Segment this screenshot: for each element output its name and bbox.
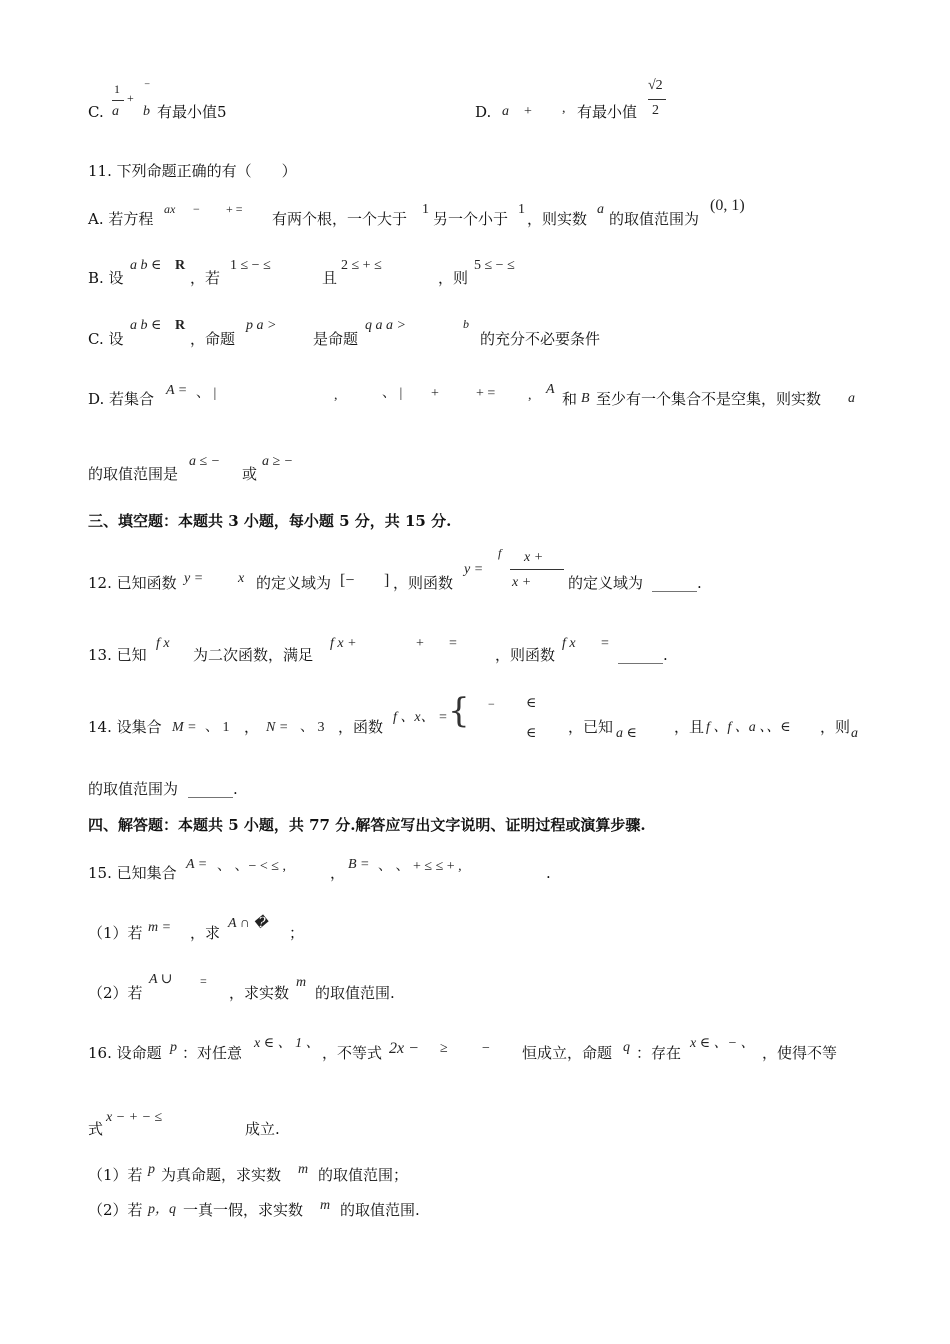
q10-d-plus: +: [524, 104, 532, 119]
q16-var-q: q: [623, 1040, 630, 1055]
q11-a-var-a: a: [597, 202, 604, 217]
q14-math6: a ∈: [616, 726, 637, 741]
q10-d-fraction-bar: [648, 99, 666, 100]
q16-math7: x ∈ 、− 、: [690, 1036, 755, 1051]
q10-d-comma: ,: [562, 101, 566, 116]
q12-text1: 12. 已知函数: [88, 574, 177, 592]
q12-math6: f: [498, 546, 502, 560]
q10-d-denominator: 2: [652, 103, 659, 118]
q11-d-var-B: B: [581, 391, 590, 406]
q11-c-text2: 是命题: [313, 330, 359, 348]
q12-math2: x: [238, 571, 245, 586]
q15-math1: A =: [186, 857, 208, 872]
q16-math4: ≥: [440, 1041, 448, 1056]
q11-a-math2: −: [193, 202, 200, 216]
q11-d-label: D. 若集合: [88, 390, 155, 408]
q10-c-label: C.: [88, 103, 104, 121]
q11-a-range: (0, 1): [710, 197, 745, 214]
q11-d-math9: a ≥ −: [262, 454, 294, 469]
q16-text1: 16. 设命题: [88, 1044, 162, 1062]
q16-part1-text2: 的取值范围；: [318, 1166, 409, 1184]
q11-d-text3: 或: [242, 465, 258, 483]
q11-b-R: R: [175, 258, 186, 273]
q12-math4: ]: [384, 572, 390, 589]
q16-part2-vars: p，q: [148, 1202, 176, 1217]
q11-a-text4: 的取值范围为: [609, 210, 700, 228]
q15-part1-text1: ，求: [190, 924, 221, 942]
q16-var-p: p: [170, 1040, 177, 1055]
q15-text2: ，: [330, 864, 346, 882]
q16-text2: ：对任意: [182, 1044, 243, 1062]
q11-a-one1: 1: [422, 202, 429, 217]
q11-a-label: A. 若方程: [88, 210, 154, 228]
q10-c-denominator: a: [112, 104, 119, 119]
q11-d-text1: 和: [562, 390, 578, 408]
q15-math3: B =: [348, 857, 370, 872]
q13-text1: 13. 已知: [88, 646, 147, 664]
q10-c-fraction-bar: [112, 100, 124, 101]
q16-part2-text1: 一真一假，求实数: [183, 1201, 304, 1219]
q14-text6: ，则: [820, 718, 851, 736]
q11-d-math8: a ≤ −: [189, 454, 221, 469]
q14-text4: ，已知: [568, 718, 614, 736]
q11-c-R: R: [175, 318, 186, 333]
q11-b-label: B. 设: [88, 269, 124, 287]
q15-part1-text2: ；: [289, 924, 305, 942]
q15-part1-math1: m =: [148, 920, 172, 935]
q14-text1: 14. 设集合: [88, 718, 162, 736]
q13-math2: f x +: [330, 636, 357, 651]
q14-math5: f 、x、 =: [393, 710, 448, 725]
q11-b-text1: ，若: [190, 269, 221, 287]
q11-c-text3: 的充分不必要条件: [480, 330, 601, 348]
q15-part2-text1: ，求实数: [229, 984, 290, 1002]
q11-c-math4: b: [463, 317, 469, 331]
q11-b-math2: 1 ≤ − ≤: [230, 258, 271, 273]
q14-line2: 的取值范围为: [88, 780, 179, 798]
q11-d-var-a: a: [848, 391, 855, 406]
q10-c-b: b: [143, 104, 150, 119]
q16-part1-var-m: m: [298, 1162, 309, 1177]
q12-numerator: x +: [524, 550, 544, 565]
q11-c-math1: a b ∈: [130, 318, 162, 333]
q16-text5: ：存在: [636, 1044, 682, 1062]
q12-denominator: x +: [512, 575, 532, 590]
q10-c-dash: ⁻: [144, 79, 151, 93]
q11-c-math3: q a a >: [365, 318, 406, 333]
q15-math2: 、 、− < ≤ ,: [217, 859, 286, 874]
q10-c-numerator: 1: [114, 82, 120, 96]
q13-math5: f x: [562, 636, 576, 651]
q11-d-math7: ,: [528, 388, 532, 403]
q10-c-plus: +: [127, 91, 134, 105]
q12-blank: ______.: [652, 574, 702, 592]
q12-text2: 的定义域为: [256, 574, 332, 592]
q11-a-math3: + =: [226, 202, 243, 216]
q12-math5: y =: [464, 562, 484, 577]
q15-part1-math2: A ∩ �: [228, 916, 268, 931]
q11-d-math1: A =: [166, 383, 188, 398]
q15-part2-math1: A ∪: [149, 972, 173, 987]
q11-c-math2: p a >: [246, 318, 277, 333]
q11-b-text3: ，则: [438, 269, 469, 287]
q16-math8: x − + − ≤: [106, 1110, 163, 1125]
q11-d-line2: 的取值范围是: [88, 465, 179, 483]
q10-d-sqrt2: √2: [648, 78, 663, 93]
q11-b-text2: 且: [322, 269, 338, 287]
q16-part2-label: （2）若: [88, 1201, 143, 1219]
q16-line2: 式: [88, 1120, 104, 1138]
q14-case2-in: ∈: [526, 726, 537, 741]
q11-b-math4: 5 ≤ − ≤: [474, 258, 515, 273]
q11-a-text2: 另一个小于: [433, 210, 509, 228]
q15-part2-label: （2）若: [88, 984, 143, 1002]
q11-d-math3: ,: [334, 388, 338, 403]
q11-c-label: C. 设: [88, 330, 124, 348]
q15-math4: 、 、 + ≤ ≤ + ,: [378, 859, 462, 874]
q10-d-label: D.: [475, 103, 492, 121]
q11-b-math3: 2 ≤ + ≤: [341, 258, 382, 273]
q12-math1: y =: [184, 571, 204, 586]
q14-text3: ，函数: [338, 718, 384, 736]
q15-text1: 15. 已知集合: [88, 864, 177, 882]
q13-math6: =: [601, 636, 609, 651]
q14-text2: ，: [244, 718, 260, 736]
q11-a-math1: ax: [164, 202, 176, 216]
q14-math7: f 、f 、a 、、∈: [706, 720, 791, 735]
q15-text3: .: [546, 864, 551, 882]
q16-text4: 恒成立，命题: [522, 1044, 613, 1062]
q16-part2-text2: 的取值范围.: [340, 1201, 420, 1219]
q11-d-text2: 至少有一个集合不是空集，则实数: [596, 390, 822, 408]
q11-a-text1: 有两个根，一个大于: [272, 210, 408, 228]
q11-d-math4: 、 |: [382, 386, 403, 401]
q11-d-math5: +: [431, 386, 439, 401]
q16-math3: 2x −: [389, 1040, 419, 1057]
q14-case1-minus: −: [488, 697, 495, 711]
q12-math3: [−: [340, 572, 355, 589]
q12-fraction-bar: [510, 569, 564, 570]
q15-part2-var-m: m: [296, 975, 307, 990]
q13-text2: 为二次函数，满足: [193, 646, 314, 664]
section-3-title: 三、填空题：本题共 3 小题，每小题 5 分，共 15 分.: [88, 512, 452, 530]
q11-a-text3: ，则实数: [527, 210, 588, 228]
q11-c-text1: ，命题: [190, 330, 236, 348]
q12-text4: 的定义域为: [568, 574, 644, 592]
q16-text7: 成立.: [245, 1120, 280, 1138]
q10-d-a: a: [502, 104, 509, 119]
q11-b-math1: a b ∈: [130, 258, 162, 273]
q13-math1: f x: [156, 636, 170, 651]
q16-part1-var-p: p: [148, 1162, 155, 1177]
q11-stem: 11. 下列命题正确的有（ ）: [88, 162, 297, 180]
q13-math4: =: [449, 636, 457, 651]
q11-a-one2: 1: [518, 202, 525, 217]
q14-var-a: a: [851, 726, 858, 741]
q16-part1-text1: 为真命题，求实数: [161, 1166, 282, 1184]
q13-blank: ______.: [618, 646, 668, 664]
q14-text5: ，且: [674, 718, 705, 736]
q11-d-var-A: A: [546, 382, 555, 397]
q16-math5: −: [482, 1041, 490, 1056]
q14-math4: 、 3: [300, 720, 325, 735]
section-4-title: 四、解答题：本题共 5 小题，共 77 分.解答应写出文字说明、证明过程或演算步骤.: [88, 816, 646, 834]
q10-c-text: 有最小值5: [157, 103, 227, 121]
q14-math3: N =: [266, 720, 289, 735]
q14-math2: 、 1: [205, 720, 230, 735]
q15-part2-text2: 的取值范围.: [315, 984, 395, 1002]
q13-text3: ，则函数: [495, 646, 556, 664]
q14-piecewise-brace: {: [448, 691, 470, 731]
q13-math3: +: [416, 636, 424, 651]
q16-math2: x ∈ 、 1 、: [254, 1036, 320, 1051]
q16-text6: ，使得不等: [762, 1044, 838, 1062]
q10-d-text: 有最小值: [577, 103, 638, 121]
q12-text3: ，则函数: [393, 574, 454, 592]
q14-case1-in: ∈: [526, 696, 537, 711]
q11-d-math6: + =: [476, 386, 496, 401]
q15-part1-label: （1）若: [88, 924, 143, 942]
q16-text3: ，不等式: [322, 1044, 383, 1062]
q15-part2-math2: =: [200, 974, 207, 988]
q11-d-math2: 、 |: [196, 386, 217, 401]
q16-part2-var-m: m: [320, 1198, 331, 1213]
q14-blank: ______.: [188, 780, 238, 798]
q16-part1-label: （1）若: [88, 1166, 143, 1184]
q14-math1: M =: [172, 720, 197, 735]
